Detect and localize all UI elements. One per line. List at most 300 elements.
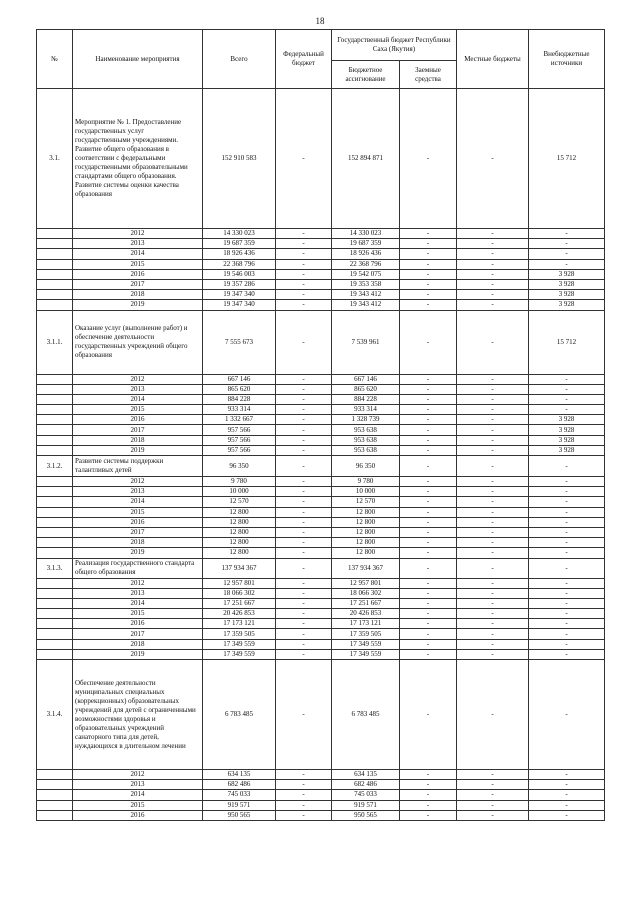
year-state-loan: - (400, 598, 457, 608)
section-federal: - (276, 456, 332, 477)
section-num: 3.1.4. (37, 660, 73, 770)
year-state-alloc: 953 638 (332, 445, 400, 455)
year-row (37, 239, 605, 249)
year-row (37, 790, 605, 800)
year-state-alloc: 10 000 (332, 487, 400, 497)
year-label: 2014 (73, 497, 203, 507)
year-state-loan: - (400, 405, 457, 415)
year-label: 2016 (73, 810, 203, 820)
section-local: - (457, 456, 529, 477)
page-number: 18 (315, 16, 325, 26)
year-num-cell (37, 229, 73, 239)
year-state-loan: - (400, 445, 457, 455)
year-row (37, 629, 605, 639)
year-local: - (457, 445, 529, 455)
year-federal: - (276, 770, 332, 780)
year-num-cell (37, 290, 73, 300)
year-local: - (457, 517, 529, 527)
year-label: 2012 (73, 374, 203, 384)
year-total: 19 546 003 (203, 269, 276, 279)
year-extra: - (529, 649, 605, 659)
year-total: 682 486 (203, 780, 276, 790)
year-label: 2015 (73, 405, 203, 415)
year-num-cell (37, 239, 73, 249)
year-local: - (457, 527, 529, 537)
year-row (37, 415, 605, 425)
header-extra: Внебюджетные источники (529, 30, 605, 89)
year-federal: - (276, 300, 332, 310)
section-federal: - (276, 310, 332, 374)
year-state-alloc: 17 349 559 (332, 639, 400, 649)
year-extra: - (529, 770, 605, 780)
section-row (37, 456, 605, 477)
year-state-loan: - (400, 649, 457, 659)
year-label: 2017 (73, 527, 203, 537)
year-state-loan: - (400, 290, 457, 300)
year-total: 19 347 340 (203, 290, 276, 300)
section-name: Мероприятие № 1. Предоставление государственных услуг государственными учреждениями. Развитие общего образования в соответствии с федеральными государственными образовательными стандартами общего образования. Развитие системы оценки качества образования (73, 89, 203, 229)
year-label: 2019 (73, 548, 203, 558)
year-state-alloc: 9 780 (332, 477, 400, 487)
year-label: 2014 (73, 598, 203, 608)
year-state-loan: - (400, 609, 457, 619)
year-extra: - (529, 609, 605, 619)
year-federal: - (276, 259, 332, 269)
year-label: 2019 (73, 300, 203, 310)
year-local: - (457, 497, 529, 507)
year-state-loan: - (400, 249, 457, 259)
section-extra: 15 712 (529, 89, 605, 229)
year-label: 2018 (73, 639, 203, 649)
year-label: 2018 (73, 538, 203, 548)
year-state-alloc: 19 542 075 (332, 269, 400, 279)
year-local: - (457, 384, 529, 394)
year-state-alloc: 919 571 (332, 800, 400, 810)
year-extra: - (529, 639, 605, 649)
year-local: - (457, 598, 529, 608)
year-state-alloc: 745 033 (332, 790, 400, 800)
year-row (37, 445, 605, 455)
year-local: - (457, 790, 529, 800)
year-federal: - (276, 279, 332, 289)
year-row (37, 517, 605, 527)
year-state-loan: - (400, 415, 457, 425)
section-state-loan: - (400, 558, 457, 578)
year-label: 2015 (73, 609, 203, 619)
section-row (37, 558, 605, 578)
year-num-cell (37, 249, 73, 259)
header-total: Всего (203, 30, 276, 89)
year-state-loan: - (400, 629, 457, 639)
year-row (37, 487, 605, 497)
section-local: - (457, 558, 529, 578)
year-state-alloc: 634 135 (332, 770, 400, 780)
year-extra: - (529, 780, 605, 790)
year-num-cell (37, 649, 73, 659)
year-local: - (457, 588, 529, 598)
year-state-alloc: 12 570 (332, 497, 400, 507)
year-extra: - (529, 629, 605, 639)
year-federal: - (276, 619, 332, 629)
year-extra: - (529, 517, 605, 527)
year-extra: 3 928 (529, 415, 605, 425)
year-state-loan: - (400, 435, 457, 445)
year-state-alloc: 12 800 (332, 517, 400, 527)
year-num-cell (37, 279, 73, 289)
year-federal: - (276, 780, 332, 790)
year-total: 17 173 121 (203, 619, 276, 629)
year-federal: - (276, 405, 332, 415)
year-row (37, 249, 605, 259)
year-num-cell (37, 487, 73, 497)
header-name: Наименование мероприятия (73, 30, 203, 89)
year-row (37, 548, 605, 558)
section-state-loan: - (400, 456, 457, 477)
year-total: 19 357 286 (203, 279, 276, 289)
year-num-cell (37, 770, 73, 780)
year-federal: - (276, 445, 332, 455)
year-federal: - (276, 649, 332, 659)
year-federal: - (276, 249, 332, 259)
year-local: - (457, 259, 529, 269)
year-local: - (457, 300, 529, 310)
year-federal: - (276, 384, 332, 394)
year-row (37, 810, 605, 820)
year-local: - (457, 239, 529, 249)
year-local: - (457, 780, 529, 790)
year-label: 2014 (73, 249, 203, 259)
year-num-cell (37, 517, 73, 527)
year-num-cell (37, 445, 73, 455)
year-extra: 3 928 (529, 435, 605, 445)
year-label: 2016 (73, 517, 203, 527)
year-state-loan: - (400, 487, 457, 497)
year-state-alloc: 19 343 412 (332, 300, 400, 310)
header-num: № (37, 30, 73, 89)
year-state-loan: - (400, 810, 457, 820)
year-num-cell (37, 780, 73, 790)
year-total: 634 135 (203, 770, 276, 780)
year-state-alloc: 20 426 853 (332, 609, 400, 619)
year-label: 2017 (73, 629, 203, 639)
year-local: - (457, 629, 529, 639)
year-row (37, 780, 605, 790)
year-federal: - (276, 598, 332, 608)
year-total: 17 251 667 (203, 598, 276, 608)
year-state-loan: - (400, 384, 457, 394)
year-total: 18 066 302 (203, 588, 276, 598)
year-label: 2012 (73, 770, 203, 780)
year-label: 2015 (73, 800, 203, 810)
year-federal: - (276, 790, 332, 800)
year-total: 12 800 (203, 507, 276, 517)
year-total: 20 426 853 (203, 609, 276, 619)
section-state-loan: - (400, 89, 457, 229)
year-local: - (457, 649, 529, 659)
year-local: - (457, 374, 529, 384)
year-total: 957 566 (203, 445, 276, 455)
year-label: 2019 (73, 649, 203, 659)
year-row (37, 405, 605, 415)
year-local: - (457, 609, 529, 619)
year-total: 667 146 (203, 374, 276, 384)
section-extra: - (529, 558, 605, 578)
year-total: 884 228 (203, 394, 276, 404)
year-state-loan: - (400, 259, 457, 269)
year-row (37, 300, 605, 310)
year-row (37, 229, 605, 239)
year-num-cell (37, 394, 73, 404)
year-local: - (457, 538, 529, 548)
year-state-loan: - (400, 800, 457, 810)
year-state-loan: - (400, 374, 457, 384)
year-row (37, 800, 605, 810)
year-extra: - (529, 800, 605, 810)
year-total: 10 000 (203, 487, 276, 497)
year-state-loan: - (400, 619, 457, 629)
budget-table (36, 29, 605, 821)
year-extra: - (529, 405, 605, 415)
year-label: 2013 (73, 780, 203, 790)
year-state-loan: - (400, 517, 457, 527)
year-extra: - (529, 394, 605, 404)
year-local: - (457, 290, 529, 300)
year-row (37, 609, 605, 619)
year-federal: - (276, 477, 332, 487)
year-total: 12 800 (203, 548, 276, 558)
section-row (37, 660, 605, 770)
year-local: - (457, 487, 529, 497)
year-total: 12 957 801 (203, 578, 276, 588)
year-state-loan: - (400, 527, 457, 537)
header-federal: Федеральный бюджет (276, 30, 332, 89)
year-state-alloc: 933 314 (332, 405, 400, 415)
section-num: 3.1.2. (37, 456, 73, 477)
year-extra: - (529, 810, 605, 820)
year-state-loan: - (400, 790, 457, 800)
year-total: 19 347 340 (203, 300, 276, 310)
year-federal: - (276, 435, 332, 445)
year-state-loan: - (400, 229, 457, 239)
year-label: 2013 (73, 588, 203, 598)
year-state-loan: - (400, 239, 457, 249)
year-num-cell (37, 527, 73, 537)
year-row (37, 259, 605, 269)
year-num-cell (37, 619, 73, 629)
year-state-alloc: 884 228 (332, 394, 400, 404)
year-state-loan: - (400, 269, 457, 279)
year-label: 2014 (73, 394, 203, 404)
section-total: 7 555 673 (203, 310, 276, 374)
year-row (37, 477, 605, 487)
year-total: 17 349 559 (203, 649, 276, 659)
year-total: 12 800 (203, 527, 276, 537)
year-extra: - (529, 527, 605, 537)
header-state: Государственный бюджет Республики Саха (Якутия) (332, 30, 457, 61)
year-num-cell (37, 269, 73, 279)
year-total: 12 570 (203, 497, 276, 507)
year-state-alloc: 12 800 (332, 527, 400, 537)
section-extra: - (529, 456, 605, 477)
year-num-cell (37, 259, 73, 269)
section-num: 3.1. (37, 89, 73, 229)
year-local: - (457, 548, 529, 558)
year-label: 2013 (73, 487, 203, 497)
year-total: 933 314 (203, 405, 276, 415)
year-extra: - (529, 790, 605, 800)
year-state-alloc: 19 687 359 (332, 239, 400, 249)
year-total: 12 800 (203, 538, 276, 548)
year-state-loan: - (400, 425, 457, 435)
section-state-alloc: 96 350 (332, 456, 400, 477)
year-num-cell (37, 629, 73, 639)
year-state-alloc: 12 800 (332, 507, 400, 517)
section-state-loan: - (400, 660, 457, 770)
section-federal: - (276, 660, 332, 770)
year-federal: - (276, 548, 332, 558)
year-state-loan: - (400, 507, 457, 517)
year-state-alloc: 17 359 505 (332, 629, 400, 639)
year-extra: - (529, 487, 605, 497)
year-extra: - (529, 598, 605, 608)
year-state-alloc: 18 066 302 (332, 588, 400, 598)
year-federal: - (276, 609, 332, 619)
year-state-alloc: 950 565 (332, 810, 400, 820)
year-num-cell (37, 477, 73, 487)
year-num-cell (37, 507, 73, 517)
year-state-alloc: 865 620 (332, 384, 400, 394)
section-total: 6 783 485 (203, 660, 276, 770)
year-federal: - (276, 629, 332, 639)
year-num-cell (37, 425, 73, 435)
year-row (37, 425, 605, 435)
year-extra: - (529, 588, 605, 598)
year-label: 2015 (73, 507, 203, 517)
year-num-cell (37, 497, 73, 507)
year-state-loan: - (400, 279, 457, 289)
year-extra: - (529, 578, 605, 588)
year-num-cell (37, 374, 73, 384)
year-label: 2017 (73, 425, 203, 435)
year-local: - (457, 639, 529, 649)
year-row (37, 394, 605, 404)
year-state-loan: - (400, 538, 457, 548)
section-federal: - (276, 558, 332, 578)
section-name: Оказание услуг (выполнение работ) и обеспечение деятельности государственных учреждений общего образования (73, 310, 203, 374)
year-state-loan: - (400, 639, 457, 649)
year-row (37, 578, 605, 588)
year-state-alloc: 12 800 (332, 538, 400, 548)
year-num-cell (37, 548, 73, 558)
year-federal: - (276, 588, 332, 598)
section-state-alloc: 7 539 961 (332, 310, 400, 374)
year-local: - (457, 279, 529, 289)
section-row (37, 89, 605, 229)
year-row (37, 649, 605, 659)
year-local: - (457, 229, 529, 239)
year-num-cell (37, 415, 73, 425)
year-federal: - (276, 527, 332, 537)
year-federal: - (276, 239, 332, 249)
section-total: 137 934 367 (203, 558, 276, 578)
year-state-loan: - (400, 578, 457, 588)
section-local: - (457, 89, 529, 229)
section-state-loan: - (400, 310, 457, 374)
year-label: 2019 (73, 445, 203, 455)
section-name: Реализация государственного стандарта общего образования (73, 558, 203, 578)
year-row (37, 374, 605, 384)
year-local: - (457, 405, 529, 415)
year-row (37, 507, 605, 517)
year-federal: - (276, 415, 332, 425)
header-state-loan: Заемные средства (400, 61, 457, 89)
year-extra: 3 928 (529, 445, 605, 455)
year-local: - (457, 415, 529, 425)
year-state-loan: - (400, 780, 457, 790)
year-label: 2013 (73, 239, 203, 249)
section-local: - (457, 310, 529, 374)
year-extra: 3 928 (529, 279, 605, 289)
year-state-loan: - (400, 477, 457, 487)
header-state-alloc: Бюджетное ассигнование (332, 61, 400, 89)
section-row (37, 310, 605, 374)
year-total: 1 332 667 (203, 415, 276, 425)
year-extra: - (529, 507, 605, 517)
section-name: Обеспечение деятельности муниципальных специальных (коррекционных) образовательных учреждений для детей с ограниченными возможностями здоровья и образовательных учреждений санаторного типа для детей, нуждающихся в длительном лечении (73, 660, 203, 770)
year-federal: - (276, 810, 332, 820)
year-local: - (457, 435, 529, 445)
year-row (37, 384, 605, 394)
section-state-alloc: 6 783 485 (332, 660, 400, 770)
section-extra: 15 712 (529, 310, 605, 374)
section-name: Развитие системы поддержки талантливых детей (73, 456, 203, 477)
year-label: 2016 (73, 415, 203, 425)
year-extra: - (529, 259, 605, 269)
year-local: - (457, 810, 529, 820)
year-federal: - (276, 269, 332, 279)
section-federal: - (276, 89, 332, 229)
year-federal: - (276, 394, 332, 404)
year-label: 2013 (73, 384, 203, 394)
year-local: - (457, 770, 529, 780)
year-num-cell (37, 384, 73, 394)
year-extra: - (529, 374, 605, 384)
year-extra: - (529, 619, 605, 629)
year-extra: - (529, 548, 605, 558)
year-extra: 3 928 (529, 300, 605, 310)
year-row (37, 269, 605, 279)
year-state-alloc: 19 353 358 (332, 279, 400, 289)
year-state-loan: - (400, 497, 457, 507)
year-total: 19 687 359 (203, 239, 276, 249)
year-num-cell (37, 538, 73, 548)
year-row (37, 639, 605, 649)
section-total: 152 910 583 (203, 89, 276, 229)
year-federal: - (276, 290, 332, 300)
year-total: 957 566 (203, 425, 276, 435)
year-row (37, 538, 605, 548)
year-state-alloc: 19 343 412 (332, 290, 400, 300)
year-state-loan: - (400, 588, 457, 598)
year-num-cell (37, 300, 73, 310)
year-state-alloc: 17 251 667 (332, 598, 400, 608)
year-extra: - (529, 249, 605, 259)
header-local: Местные бюджеты (457, 30, 529, 89)
year-federal: - (276, 425, 332, 435)
year-label: 2012 (73, 477, 203, 487)
year-num-cell (37, 598, 73, 608)
year-extra: 3 928 (529, 425, 605, 435)
